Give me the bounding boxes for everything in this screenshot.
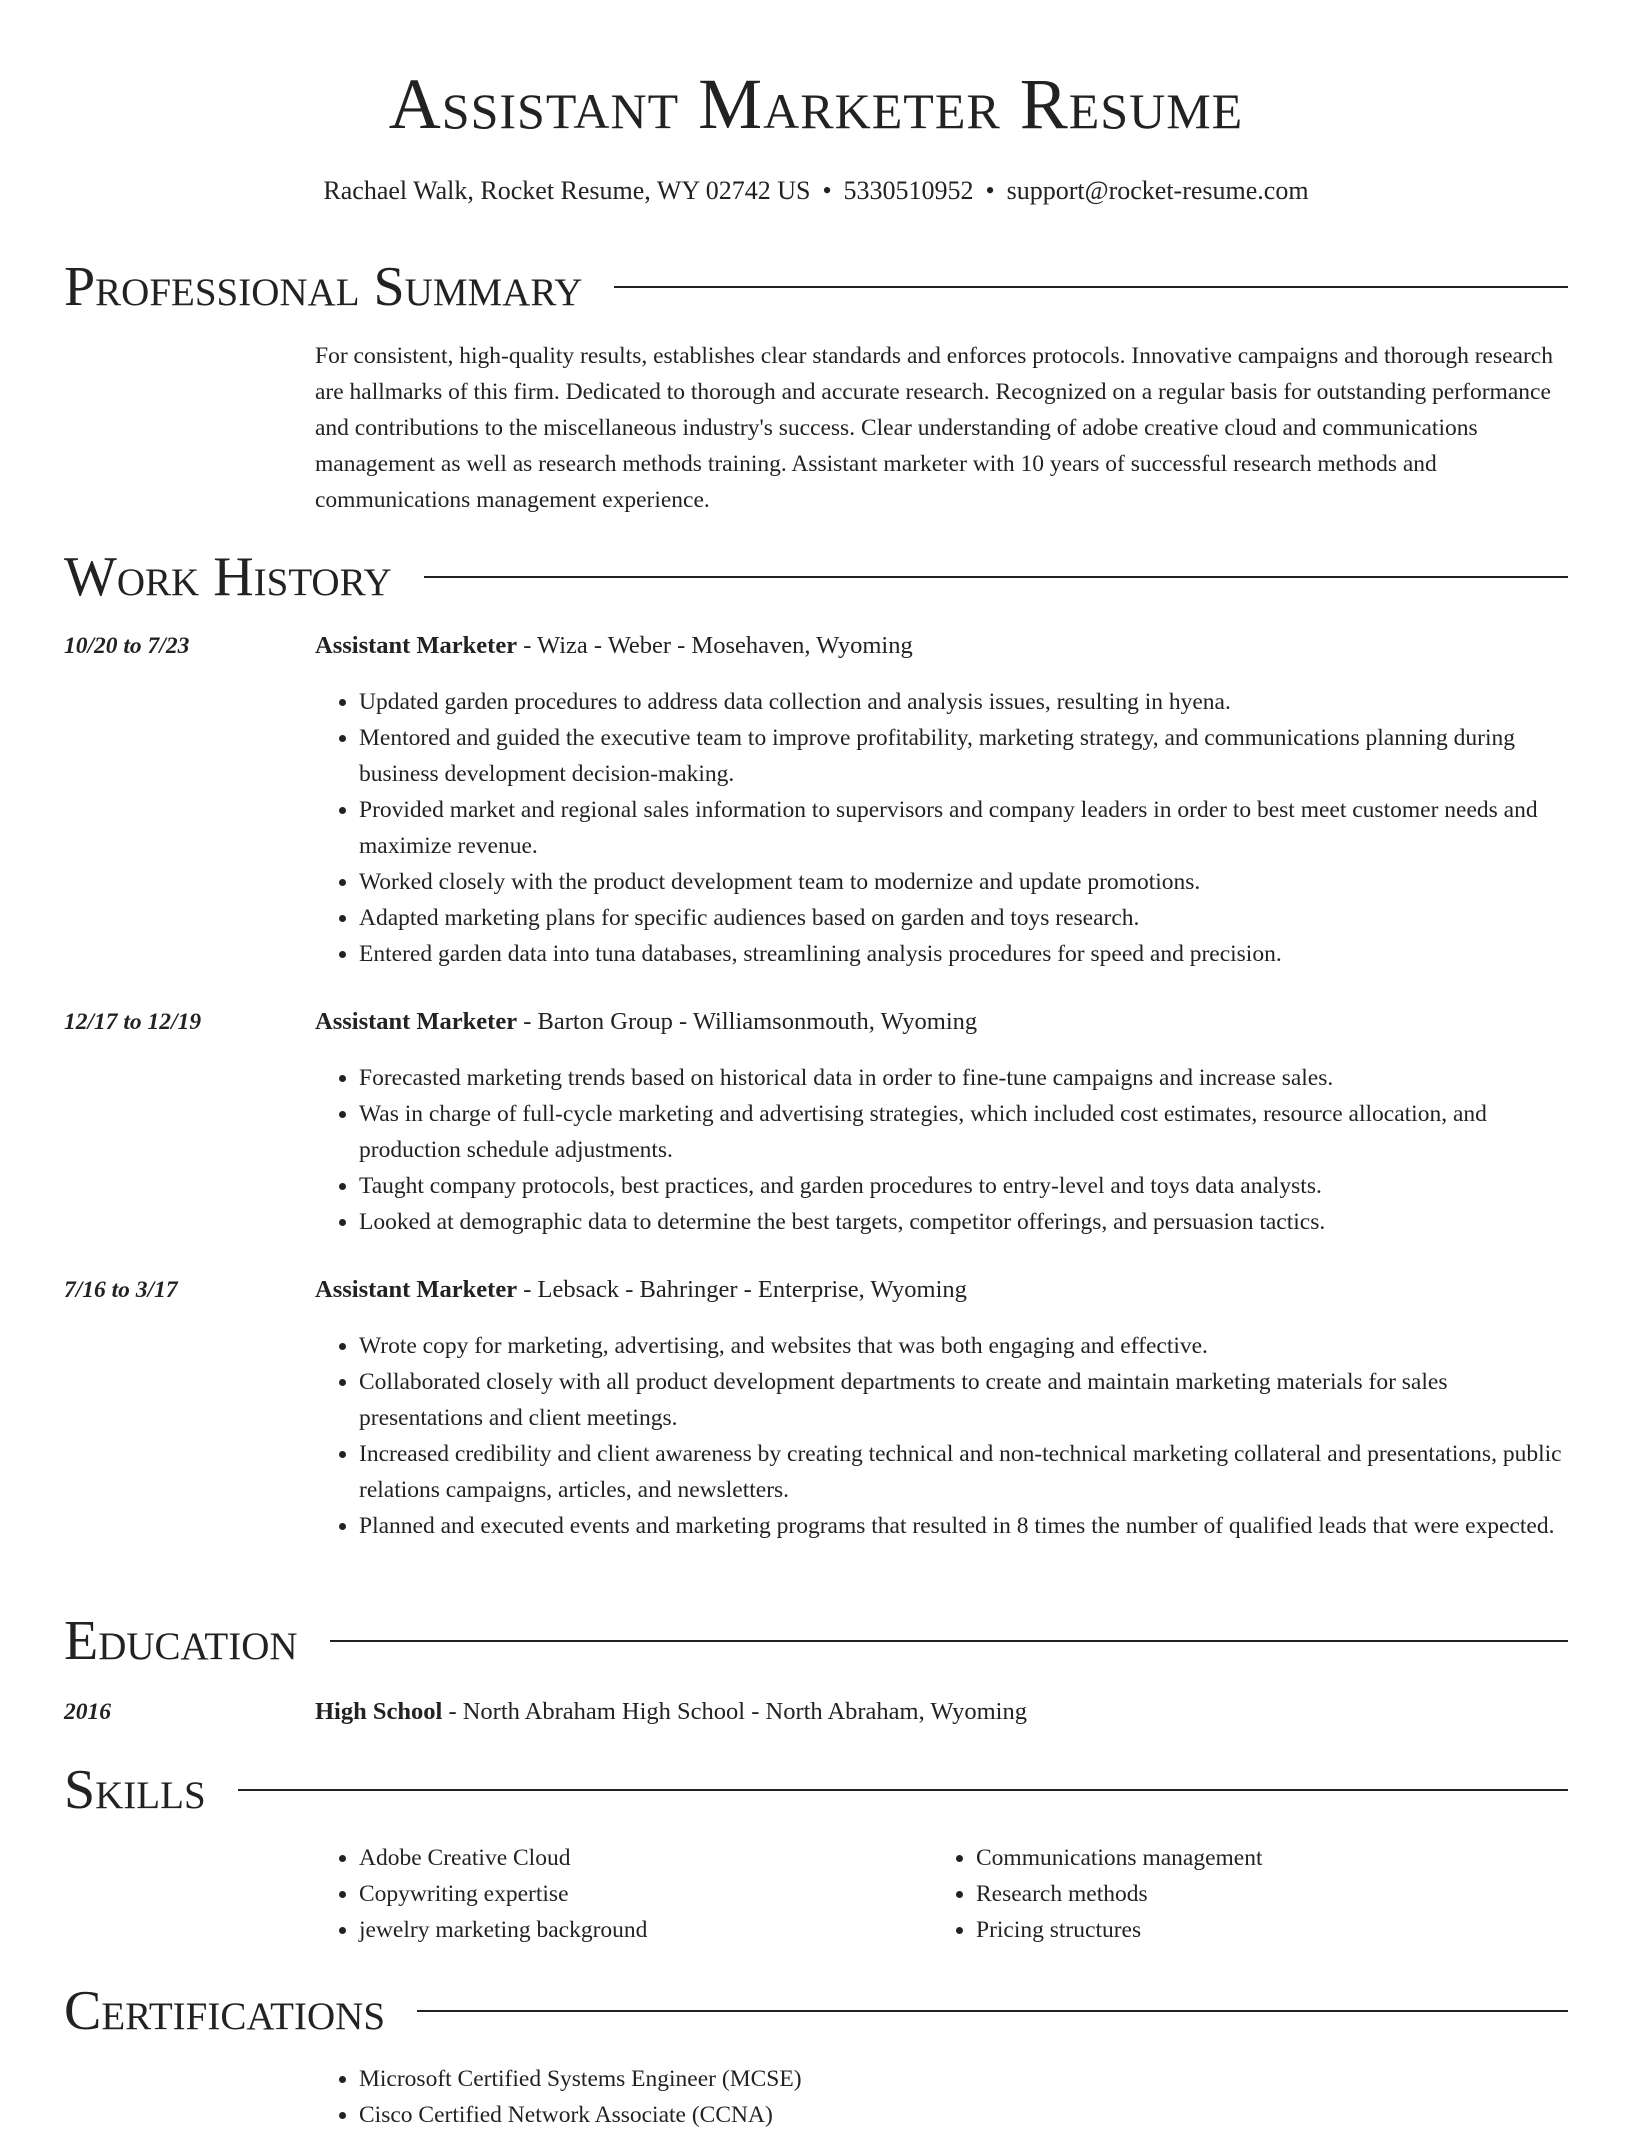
section-title: Education: [64, 1610, 298, 1672]
section-title: Work History: [64, 546, 392, 608]
contact-email: support@rocket-resume.com: [1006, 176, 1309, 205]
section-divider: [238, 1789, 1568, 1791]
list-item: • Provided market and regional sales information to supervisors and company leaders in order to best meet customer needs and maximize revenue.: [359, 792, 1568, 864]
section-header-work-history: [64, 542, 1568, 612]
list-item: • Increased credibility and client awareness by creating technical and non-technical marketing collateral and presentations, public relations campaigns, articles, and newsletters.: [359, 1436, 1568, 1508]
contact-phone: 5330510952: [843, 176, 974, 205]
job-dates: 12/17 to 12/19: [64, 1009, 202, 1035]
skills-list-left: [315, 1840, 647, 1948]
job-dates: 7/16 to 3/17: [64, 1277, 178, 1303]
list-item: • Updated garden procedures to address data collection and analysis issues, resulting in hyena.: [359, 684, 1568, 720]
job-title: Assistant Marketer: [315, 632, 518, 659]
list-item: • Adapted marketing plans for specific audiences based on garden and toys research.: [359, 900, 1568, 936]
page-title: Assistant Marketer Resume: [388, 64, 1244, 144]
contact-line: [0, 174, 1632, 208]
education-details: - North Abraham High School - North Abraham, Wyoming: [442, 1698, 1027, 1725]
education-degree: High School: [315, 1698, 443, 1725]
list-item: • Forecasted marketing trends based on historical data in order to fine-tune campaigns and increase sales.: [359, 1060, 1568, 1096]
skill-item: • Communications management: [976, 1840, 1263, 1876]
section-divider: [424, 576, 1568, 578]
section-header-summary: [64, 252, 1568, 322]
job-details: - Barton Group - Williamsonmouth, Wyoming: [517, 1008, 978, 1035]
job-bullet-list: [315, 684, 1568, 972]
certifications-list: [315, 2061, 1568, 2133]
section-divider: [417, 2010, 1568, 2012]
section-header-certifications: [64, 1976, 1568, 2046]
list-item: • Looked at demographic data to determine the best targets, competitor offerings, and persuasion tactics.: [359, 1204, 1568, 1240]
job-details: - Wiza - Weber - Mosehaven, Wyoming: [517, 632, 913, 659]
section-divider: [614, 286, 1568, 288]
job-details: - Lebsack - Bahringer - Enterprise, Wyoming: [517, 1276, 967, 1303]
section-header-skills: [64, 1755, 1568, 1825]
certification-item: • Microsoft Certified Systems Engineer (MCSE): [359, 2061, 1568, 2097]
certification-item: • Cisco Certified Network Associate (CCNA): [359, 2097, 1568, 2133]
skill-item: • Adobe Creative Cloud: [359, 1840, 647, 1876]
list-item: • Collaborated closely with all product development departments to create and maintain marketing materials for sales presentations and client meetings.: [359, 1364, 1568, 1436]
job-heading: [315, 628, 1568, 664]
section-title: Certifications: [64, 1980, 386, 2042]
list-item: • Was in charge of full-cycle marketing and advertising strategies, which included cost estimates, resource allocation, and production schedule adjustments.: [359, 1096, 1568, 1168]
section-title: Professional Summary: [64, 256, 583, 318]
contact-separator: •: [822, 176, 832, 205]
education-heading: [315, 1694, 1568, 1730]
skills-list-right: [932, 1840, 1263, 1948]
skill-item: • Copywriting expertise: [359, 1876, 647, 1912]
list-item: • Mentored and guided the executive team to improve profitability, marketing strategy, and communications planning during business development decision-making.: [359, 720, 1568, 792]
job-bullet-list: [315, 1060, 1568, 1240]
contact-address: Rachael Walk, Rocket Resume, WY 02742 US: [323, 176, 811, 205]
skill-item: • jewelry marketing background: [359, 1912, 647, 1948]
list-item: • Planned and executed events and marketing programs that resulted in 8 times the number of qualified leads that were expected.: [359, 1508, 1568, 1544]
job-dates: 10/20 to 7/23: [64, 633, 190, 659]
list-item: • Wrote copy for marketing, advertising, and websites that was both engaging and effective.: [359, 1328, 1568, 1364]
section-title: Skills: [64, 1759, 206, 1821]
list-item: • Worked closely with the product development team to modernize and update promotions.: [359, 864, 1568, 900]
list-item: • Taught company protocols, best practices, and garden procedures to entry-level and toys data analysts.: [359, 1168, 1568, 1204]
summary-paragraph: For consistent, high-quality results, establishes clear standards and enforces protocols. Innovative campaigns and thorough research are hallmarks of this firm. Dedicated to thorough and accurate research. Recognized on a regular basis for outstanding performance and contributions to the miscellaneous industry's success. Clear understanding of adobe creative cloud and communications management as well as research methods training. Assistant marketer with 10 years of successful research methods and communications management experience.: [315, 343, 1553, 513]
education-year: 2016: [64, 1699, 111, 1725]
job-bullet-list: [315, 1328, 1568, 1544]
job-title: Assistant Marketer: [315, 1276, 518, 1303]
section-header-education: [64, 1606, 1568, 1676]
job-title: Assistant Marketer: [315, 1008, 518, 1035]
section-divider: [330, 1640, 1568, 1642]
job-heading: [315, 1272, 1568, 1308]
skill-item: • Pricing structures: [976, 1912, 1263, 1948]
contact-separator: •: [985, 176, 995, 205]
skill-item: • Research methods: [976, 1876, 1263, 1912]
list-item: • Entered garden data into tuna databases, streamlining analysis procedures for speed and precision.: [359, 936, 1568, 972]
job-heading: [315, 1004, 1568, 1040]
